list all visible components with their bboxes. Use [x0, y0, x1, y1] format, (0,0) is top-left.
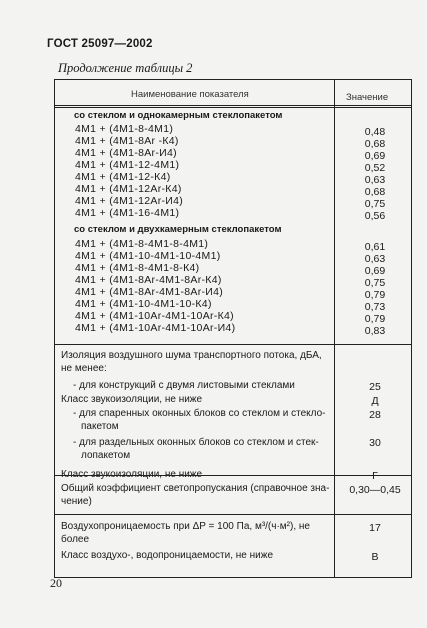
- section2-value: 0,61: [364, 241, 386, 253]
- noise-class-2: Класс звукоизоляции, не ниже: [61, 469, 203, 480]
- noise-item-separate-cont: лопакетом: [81, 450, 131, 461]
- standard-number: ГОСТ 25097—2002: [47, 38, 153, 50]
- noise-item-double-glass: - для конструкций с двумя листовыми стеклами: [73, 380, 295, 391]
- noise-class-2-value: Г: [372, 470, 378, 482]
- noise-value-28: 28: [369, 409, 381, 421]
- noise-title: Изоляция воздушного шума транспортного потока, дБА,: [61, 350, 322, 361]
- section1-value: 0,56: [364, 210, 386, 222]
- section1-value: 0,52: [364, 162, 386, 174]
- section2-value: 0,69: [364, 265, 386, 277]
- section2-value: 0,75: [364, 277, 386, 289]
- table-caption: Продолжение таблицы 2: [58, 61, 193, 75]
- section1-value: 0,68: [364, 138, 386, 150]
- section2-value: 0,73: [364, 301, 386, 313]
- section1-value: 0,75: [364, 198, 386, 210]
- section1-row: 4М1 + (4М1-16-4М1): [75, 207, 180, 219]
- column-divider: [334, 80, 335, 577]
- section2-row: 4М1 + (4М1-8-4М1-8-4М1): [75, 238, 209, 250]
- noise-class-1: Класс звукоизоляции, не ниже: [61, 394, 203, 405]
- section2-row: 4М1 + (4М1-8Ar-4М1-8Ar-И4): [75, 286, 224, 298]
- section1-row: 4М1 + (4М1-12Ar-К4): [75, 183, 182, 195]
- air-class: Класс воздухо-, водопроницаемости, не ниже: [61, 550, 274, 561]
- section2-row: 4М1 + (4М1-10-4М1-10-4М1): [75, 250, 221, 262]
- section1-row: 4М1 + (4М1-8-4М1): [75, 123, 174, 135]
- light-transmission: Общий коэффициент светопропускания (справочное зна-: [61, 483, 330, 494]
- row-divider: [55, 514, 411, 515]
- noise-value-30: 30: [369, 437, 381, 449]
- section2-value: 0,79: [364, 313, 386, 325]
- section1-row: 4М1 + (4М1-8Ar -К4): [75, 135, 179, 147]
- section1-value: 0,68: [364, 186, 386, 198]
- section1-row: 4М1 + (4М1-8Ar-И4): [75, 147, 177, 159]
- noise-class-1-value: Д: [371, 395, 379, 407]
- section1-value: 0,48: [364, 126, 386, 138]
- noise-item-paired: - для спаренных оконных блоков со стеклом и стекло-: [73, 408, 326, 419]
- air-class-value: В: [371, 551, 379, 563]
- section2-row: 4М1 + (4М1-10Ar-4М1-10Ar-И4): [75, 322, 236, 334]
- col-header-name: Наименование показателя: [131, 89, 249, 100]
- section1-row: 4М1 + (4М1-12Ar-И4): [75, 195, 184, 207]
- section2-row: 4М1 + (4М1-8-4М1-8-К4): [75, 262, 200, 274]
- section2-value: 0,83: [364, 325, 386, 337]
- section2-value: 0,63: [364, 253, 386, 265]
- light-transmission-cont: чение): [61, 496, 92, 507]
- section1-value: 0,63: [364, 174, 386, 186]
- header-divider: [55, 105, 411, 108]
- noise-title-cont: не менее:: [61, 363, 107, 374]
- section2-value: 0,79: [364, 289, 386, 301]
- row-divider: [55, 475, 411, 476]
- section2-row: 4М1 + (4М1-8Ar-4М1-8Ar-К4): [75, 274, 222, 286]
- section1-row: 4М1 + (4М1-12-4М1): [75, 159, 180, 171]
- air-permeability-cont: более: [61, 534, 90, 545]
- light-transmission-value: 0,30—0,45: [349, 484, 401, 496]
- section1-row: 4М1 + (4М1-12-К4): [75, 171, 171, 183]
- col-header-value: Значение: [346, 92, 389, 103]
- noise-value-25: 25: [369, 381, 381, 393]
- section2-row: 4М1 + (4М1-10-4М1-10-К4): [75, 298, 212, 310]
- section2-title: со стеклом и двухкамерным стеклопакетом: [74, 224, 282, 235]
- spec-table: [54, 79, 412, 578]
- section2-row: 4М1 + (4М1-10Ar-4М1-10Ar-К4): [75, 310, 234, 322]
- section1-title: со стеклом и однокамерным стеклопакетом: [74, 110, 283, 121]
- row-divider: [55, 344, 411, 345]
- page-number: 20: [50, 576, 62, 590]
- air-permeability-value: 17: [369, 522, 381, 534]
- air-permeability: Воздухопроницаемость при ΔP = 100 Па, м³/(ч·м²), не: [61, 521, 310, 532]
- section1-value: 0,69: [364, 150, 386, 162]
- noise-item-separate: - для раздельных оконных блоков со стеклом и стек-: [73, 437, 319, 448]
- noise-item-paired-cont: пакетом: [81, 421, 119, 432]
